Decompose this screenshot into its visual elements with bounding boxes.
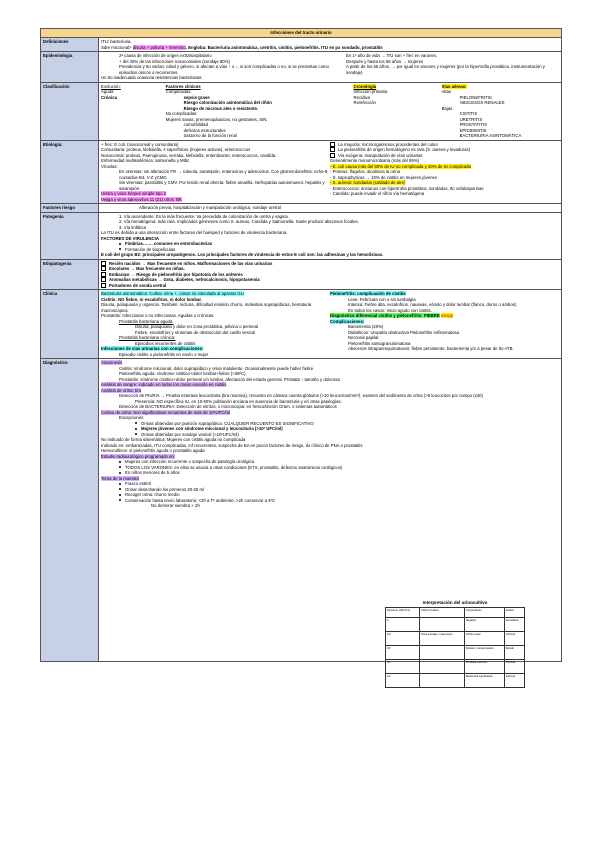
row-patogenia <box>41 212 562 259</box>
notes-page <box>40 28 562 662</box>
radio-item: En niños menores de 5 años <box>125 470 180 475</box>
clinica-left: Fiebre, escalofríos y síntomas de obstrucción del cuello vesical <box>135 329 256 335</box>
bajas-item: BACTERIURIA ASINTOMÁTICA <box>459 133 522 138</box>
etio-right: - Proteus: flagelos, alcaliniza la orina <box>330 169 400 174</box>
content-factores: Alteración previa, hospitalización y manipulación urológica, sondaje uretral <box>99 204 562 213</box>
content-clasificacion <box>99 82 562 140</box>
label-patogenia: Patogenia <box>41 212 99 259</box>
page-title: Infecciones del tracto urinario <box>41 29 562 38</box>
content-definiciones <box>99 38 562 52</box>
clinica-right: Leve: Febrícula con o sin lumbalgia <box>348 296 416 302</box>
toma-item: No demorar siembra + 2h <box>151 503 200 508</box>
toma-item: Frasco estéril <box>125 481 151 486</box>
epi-right-2: A partir de los 65 años, → por igual en varones y mujeres (por la hipertrofia prostática, instrumentación y sondaje) <box>345 64 545 75</box>
label-factores: Factores riesgo <box>41 204 99 213</box>
label-diagnostico: Diagnóstico <box>41 359 99 662</box>
row-definiciones <box>41 38 562 52</box>
etio-left: + frec: E coli. (nosocomial y comunitaria) <box>101 141 179 147</box>
patogenia-last: E coli del grupo B2: principales uropatógenos. Los principales factores de virulencia de estos E coli son: las adhesinas y las hemolisinas. <box>101 252 384 257</box>
content-epidemiologia <box>99 52 562 83</box>
clinica-vivaspp: vivspp <box>440 313 453 318</box>
mini-table <box>385 607 525 688</box>
nocomp-item: trastorno de la función renal <box>183 133 237 138</box>
mini-header: Actitud <box>504 608 524 618</box>
notes-table <box>40 28 562 662</box>
etio-left: Uretra y virus herpes simple tipo 2 <box>101 191 167 196</box>
clinica-right: Necrosis papilar <box>348 335 379 340</box>
fv-item: Fimbrias……. comunes en enterobacterias <box>125 241 213 246</box>
patogenia-item: 1. Vía ascendente: Es la más frecuente. Va precedida de colonización de uretra y vagina. <box>119 213 289 219</box>
cronologia-heading: Cronología <box>353 83 377 89</box>
etiopat-item: Anomalías metabólicas → Gota, diabetes, nefrocalcinosis, hipopotasemia <box>109 277 260 282</box>
orina-heading: Análisis de orina: tira <box>101 387 141 393</box>
etiopat-item: Escolares → Mas frecuente en niñas. <box>109 266 185 271</box>
mini-row: 0 Negativo Considerar <box>386 618 525 632</box>
clinica-left: Prostatitis: Infecciosas o no infecciosas. Agudas o crónicas. <box>101 313 215 318</box>
radio-item: Mujeres con infección recurrente o sospecha de patología urológica <box>125 459 254 464</box>
etiopat-item: Embarazo → Riesgo de pielonefritis por hipotonía de los uréteres <box>109 271 243 277</box>
patogenia-item: 2. Vía hematógena: más rara. Implicados gérmenes como S. aureus, Candida y Salmonella. Suele producir abscesos focales. <box>119 219 359 224</box>
clinica-right: Pielonefritis: complicación de cistitis <box>330 291 406 296</box>
mini-table-title: Interpretación del urinocultivo <box>422 600 488 605</box>
clinica-left: Episodio cistitis o pielonefritis en varón o mujer <box>119 351 209 357</box>
etio-left: Sin viremias: parotiditis y CMV. Por lesión renal directa: fiebre amarilla. Nefropatías autoinmunes: hepatitis y sarampión. <box>119 180 325 191</box>
bajas-item: EPIDIDIMITIS <box>459 127 487 133</box>
etio-left: Comunitaria: proteus, klebsiella, s saprofiticos (mujeres activas), enterococcus <box>101 147 251 152</box>
mini-row: 10⁴ Probable infección Informar <box>386 660 525 674</box>
crono-item: Reinfección <box>353 100 376 105</box>
evolucion-heading: Evolución: <box>101 83 121 89</box>
anam-item: Prostatitis: síndrome cistitico+dolor perineal y/o lumbar, afectación del estado general. Próstata ↑ tamaño y dolorosa <box>119 376 340 382</box>
orina-item: Presencia: NO específica IU, en 10-50% población anciana en ausencia de bacteriuria y en otras patologías. <box>135 398 342 404</box>
etiopat-item: Portadores de sonda uretral <box>109 282 167 288</box>
clinica-left: Cistitis: NO fiebre, ni escalofríos, ni dolor lumbar. <box>101 296 202 302</box>
nocomp-intro: Mujeres sanas, premenopáusicas, no gestantes, SIN: <box>165 116 268 122</box>
mini-row: 10⁵ Bacteriuria significativa Informar <box>386 674 525 688</box>
urinocultivo-table-figure <box>385 600 525 688</box>
toma-item: Orinar desechando los primeros 20-25 ml <box>125 486 205 492</box>
etio-left: Nosocomial: proteus, Paeruginosa, serratia, klebsiella, enterobacter, enterococcus, candida. <box>101 152 277 158</box>
crono-item: Infección primaria <box>353 89 388 94</box>
clinica-left: Prostatitis bacteriana aguda: <box>119 318 174 324</box>
etio-right: La mayoría: microorganismos procedentes del colon <box>338 141 438 147</box>
row-etiopatogenia <box>41 259 562 290</box>
etio-left: Vejiga y virus adenovirus 11 (21) otros: BK <box>101 196 182 202</box>
etio-right: La pielonefritis de origen hematógeno es rara (S. aureus y levaduras) <box>338 147 471 152</box>
nocomp-heading: No complicadas: <box>165 111 198 116</box>
radio-item: TODOS LOS VARONES: en ellos se asocia a otras condiciones (ETS, prostatitis, defectos anatómicos urológicos) <box>125 464 343 470</box>
epi-left-2: Prevalencia y tto varían: edad y género, si afectan a vías ↑ o ↓, si son complicadas o no, si se presentan como episodios únicos o recurrentes. <box>119 64 329 75</box>
epi-right-1: Después y hasta los 65 años → mujeres <box>345 58 424 64</box>
vias-heading: Vías aéreas: <box>441 83 467 89</box>
label-epidemiologia: Epidemiologia <box>41 52 99 83</box>
content-etiologia <box>99 140 562 204</box>
clinica-left: Disuria, polaquiuria y dolor en zona prostática, pélvica o perineal <box>135 324 259 329</box>
clinica-right: Diagnóstico diferencial cistitis y pielonefritis: FIEBRE <box>330 313 440 318</box>
toma-item: Recoger orina: chorro medio <box>125 492 180 497</box>
anamnesis-heading: Anamnesis <box>101 360 123 365</box>
etio-right: - Candida: puede invadir el riñón vía hematógena <box>330 191 425 196</box>
clinica-left: Episodios recurrentes de cistitis <box>135 340 196 346</box>
excep-heading: Excepciones <box>119 415 144 420</box>
clinica-right: Diabéticos: Uropatía obstructiva Pielonefritis enfisematosa <box>348 329 460 335</box>
etio-right: - S. saprophyticus → 10% de cistitis en mujeres jóvenes <box>330 174 437 180</box>
epi-right-0: En 1º año de vida → ITU son + frec en varones. <box>345 53 438 58</box>
clinica-left: Infecciones de vías urinarias con complicaciones: <box>101 346 204 351</box>
clinica-left: Disuria, polaquiuria y urgencia. También: nicturia, dificultad emisión chorro, molestias suprapúbicas, hematuria macroscópica <box>101 302 312 313</box>
clinica-right: Bacteriemia (20%) <box>348 324 384 329</box>
bajas-item: CISTITIS <box>459 111 478 116</box>
mini-header: Interpretación <box>464 608 504 618</box>
clinica-right: Intensa: Fiebre alta, escalofríos, nauseas, vómito y dolor lumbar (flanco, dorso o ambos) <box>348 302 517 307</box>
etio-right: - S. aureus: sondados (soldado de aire) <box>330 180 406 185</box>
complicada-item: sepsis grave <box>183 94 210 100</box>
bajas-item: PROSTATITIS <box>459 122 488 127</box>
row-clinica <box>41 290 562 359</box>
def-line-1: ITU: bacteriuria. <box>101 39 132 44</box>
epi-left-1: + del 40% de las infecciones nosocomiales (sondaje 80%) <box>119 58 230 64</box>
complicada-item: Riesgo colonización asintomática del riñón <box>183 100 272 105</box>
label-clinica: Clínica <box>41 290 99 359</box>
mini-header: Recuento (UFC/mL) <box>386 608 420 618</box>
label-etiologia: Etiología: <box>41 140 99 204</box>
label-clasificacion: Clasificación <box>41 82 99 140</box>
complicadas-heading: Complicadas: <box>165 89 192 94</box>
diag-misc: No indicado de forma sistemática: Mujeres con cistitis aguda no complicada <box>101 437 246 442</box>
altas-item: PIELONEFRITIS <box>459 94 492 100</box>
orina-item: Detección de PIURIA → Prueba esterasa leucocitaria (tira reactiva), recuento en cámara cuenta-glóbulos (>10 leucocitos/mm³), examen del sedimento de orina (>5 leucocitos por campo (x40) <box>119 393 483 398</box>
etio-left: Víruslas: <box>101 163 118 169</box>
mini-row: 10³ Dudoso / contaminación Repetir <box>386 646 525 660</box>
clinica-right: Abscesos intraparenquimatosos: fiebre persistente, bacteriemia y/o a pesar de tto ATB. <box>348 346 514 351</box>
radio-heading: Estudio radiourológico programado en: <box>101 453 176 459</box>
label-etiopatogenia: Etiopatogenia <box>41 259 99 290</box>
diag-misc: Indicado en: embarazadas, ITU complicadas, inf recurrentes, sospecha de BA en pxcon factores de riesgo, dx clínico de PNA o prostatitis <box>101 442 363 448</box>
diag-misc: Hemocultivos: si pielonefritis aguda o prostatitis aguda <box>101 448 205 453</box>
altas-item: ABSCESOS RENALES <box>459 100 505 105</box>
nocomp-item: defectos estructurales <box>183 127 226 133</box>
content-clinica <box>99 290 562 359</box>
etio-left: Enfermedad multisistémica: salmonella y Mtbc <box>101 158 190 163</box>
content-etiopatogenia <box>99 259 562 290</box>
orina-item: Detección de BACTERIURIA: Detección de nitritos, x microscopia: en fresco/tinción Gram, x sistemas automáticos <box>119 404 337 409</box>
excep-item: Orinas obtenidas por punción suprapúbica. CUALQUIER RECUENTO ES SIGNIFICATIVO <box>141 420 314 426</box>
epi-left-3: Un tto inadecuado ocasiona resistencias bacterianas <box>101 75 202 80</box>
clinica-right: En todos los casos: Inicio agudo con cistitis. <box>348 307 432 313</box>
fv-item: Formación de biopelículas <box>125 246 176 252</box>
fv-heading: FACTORES DE VIRULENCIA <box>101 235 159 241</box>
etio-right: Generalmente monomicrobiana (más del 95%) <box>330 158 420 163</box>
bajas-heading: Bajas <box>441 105 453 111</box>
row-etiologia <box>41 140 562 204</box>
etio-right: - E. coli causa más del 80% de IU no complicada y 40% de IU complicada <box>330 163 471 169</box>
def-line-2: Sdre miccional> disuria + poliuria + tenesmo. Engloba: Bacteriuria asintomática, uretritis, cistitis, pielonefritis. ITU en px sondado, prostatitis <box>101 44 383 50</box>
mini-row: 10² Orina sondaje / mujer joven Cistitis mujer Informar <box>386 632 525 646</box>
patogenia-item: 3. Vía linfática <box>119 224 146 230</box>
toma-item: Conservación hasta envío laboratorio: <2h a Tª ambiente, >2h conservar a 4ºC <box>125 497 276 503</box>
etiopat-item: Recién nacidos → Mas frecuente en niños. Malformaciones de las vías urinarias <box>109 260 273 266</box>
clinica-left: Bacteriuria asintomática: Cultivo orina +, casos no vinculada al aparato GU <box>101 291 244 296</box>
factores-heading: Factores clínicos <box>165 83 201 89</box>
patogenia-text: La ITU es debida a una interacción entre factores del huésped y factores de virulencia bacteriana. <box>101 230 288 235</box>
cultivo-heading: Cultivo de orina: Son significativos recuentos de más de 10⁵UFC/ml <box>101 409 231 415</box>
row-clasificacion <box>41 82 562 140</box>
bajas-item: URETRITIS <box>459 116 483 122</box>
row-epidemiologia <box>41 52 562 83</box>
epi-left-0: 2ª causa de infección de origen extrahospitalario <box>119 53 212 58</box>
evolucion-item: Aguda <box>101 89 114 94</box>
clinica-right: Complicaciones: <box>330 318 365 324</box>
sangre-text: Análisis de sangre: indicado en todos los casos excepto en cistitis <box>101 382 227 387</box>
toma-heading: Toma de la muestra <box>101 475 139 481</box>
anam-item: Pielonefritis aguda: síndrome cistitico+dolor lumbar+fiebre (>38ºC) <box>119 371 246 376</box>
nocomp-item: comorbilidad <box>183 122 208 127</box>
anam-item: Cistitis: síndrome miccional, dolor suprapúbico y orina maloliente. Ocasionalmente puede haber fiebre. <box>119 365 315 371</box>
content-patogenia <box>99 212 562 259</box>
crono-item: Recidiva <box>353 94 370 100</box>
etio-left: En viremias: sin alteración FR → rubeola, sarampión, enterovirus y adenovirus. Con glomerulonefritis: echo-9, coxsackie B4, V-Z yCMG <box>119 169 329 180</box>
clinica-left: Prostatitis bacteriana crónica: <box>119 335 176 340</box>
etio-right: - Enterococcus: ancianos con hipertrofia prostática, sondados, tto cefalosporinas <box>330 185 484 191</box>
altas-heading: Altas <box>441 89 452 94</box>
excep-item: Mujeres jóvenes con síndrome miccional y leucocituria (>10² UFC/ml) <box>141 426 283 431</box>
complicada-item: Riesgo de microus ales o resistente. <box>183 105 259 111</box>
excep-item: Orinas obtenidas por sondaje vesical (>10²UFC/ml) <box>141 431 239 437</box>
label-definiciones: Definiciones <box>41 38 99 52</box>
clinica-right: Pielonefritis xantogranulomatosa <box>348 340 411 346</box>
etio-right: Vía exógena: manipulación de vías urinarias <box>338 152 423 158</box>
evolucion-item: Crónica <box>101 94 117 100</box>
mini-header: Cultivo Positivo <box>419 608 464 618</box>
row-factores <box>41 204 562 213</box>
